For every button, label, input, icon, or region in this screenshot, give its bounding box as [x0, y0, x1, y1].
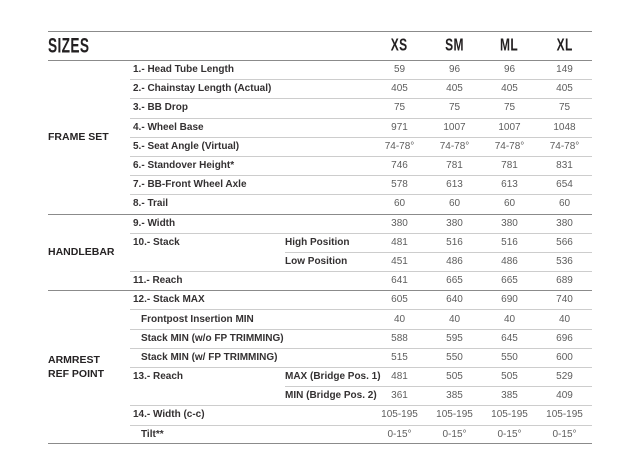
value-cell-sm: 405 [446, 83, 463, 95]
value-cell-xs: 641 [391, 275, 408, 287]
value-cell-sm: 516 [446, 236, 463, 248]
value-cell-xs: 971 [391, 121, 408, 133]
table-row [130, 156, 592, 175]
value-cell-xs: 74-78° [384, 140, 415, 152]
value-cell-sm: 505 [446, 371, 463, 383]
row-label: 6.- Standover Height* [133, 160, 235, 172]
value-cell-xs: 605 [391, 294, 408, 306]
value-cell-ml: 550 [501, 351, 518, 363]
row-label: Frontpost Insertion MIN [141, 313, 254, 325]
value-cell-ml: 665 [501, 275, 518, 287]
column-header-xs: XS [391, 36, 408, 55]
row-divider [48, 214, 592, 215]
value-cell-xs: 515 [391, 351, 408, 363]
table-row [130, 386, 592, 405]
row-label: 12.- Stack MAX [133, 294, 205, 306]
row-sublabel: MAX (Bridge Pos. 1) [285, 371, 381, 383]
row-divider [285, 386, 592, 387]
value-cell-xl: 654 [556, 179, 573, 191]
row-divider [130, 156, 592, 157]
table-header [48, 32, 592, 60]
row-label: 2.- Chainstay Length (Actual) [133, 83, 272, 95]
value-cell-xs: 481 [391, 371, 408, 383]
value-cell-xl: 600 [556, 351, 573, 363]
table-title-text: SIZES [48, 34, 90, 58]
value-cell-ml: 505 [501, 371, 518, 383]
table-row [130, 194, 592, 213]
value-cell-xl: 0-15° [552, 428, 577, 440]
value-cell-sm: 40 [448, 313, 461, 325]
value-cell-xl: 1048 [553, 121, 576, 133]
table-row [130, 271, 592, 290]
table-row [130, 79, 592, 98]
row-label: Tilt** [141, 428, 164, 440]
value-cell-sm: 74-78° [439, 140, 470, 152]
row-divider [285, 252, 592, 253]
value-cell-xs: 405 [391, 83, 408, 95]
row-label: 14.- Width (c-c) [133, 409, 205, 421]
value-cell-xl: 105-195 [546, 409, 583, 421]
value-cell-sm: 105-195 [436, 409, 473, 421]
row-divider [130, 271, 592, 272]
table-row [130, 175, 592, 194]
table-row [130, 233, 592, 252]
value-cell-sm: 781 [446, 160, 463, 172]
value-cell-ml: 516 [501, 236, 518, 248]
value-cell-sm: 96 [448, 64, 461, 76]
row-label: 5.- Seat Angle (Virtual) [133, 140, 240, 152]
value-cell-xl: 380 [556, 217, 573, 229]
value-cell-sm: 486 [446, 255, 463, 267]
column-header-xl: XL [556, 36, 573, 55]
value-cell-xl: 75 [558, 102, 571, 114]
value-cell-ml: 74-78° [494, 140, 525, 152]
table-row [130, 98, 592, 117]
table-rows [130, 60, 592, 444]
value-cell-xs: 59 [393, 64, 406, 76]
value-cell-ml: 781 [501, 160, 518, 172]
row-divider [130, 137, 592, 138]
value-cell-xl: 409 [556, 390, 573, 402]
table-row [130, 329, 592, 348]
row-divider [130, 367, 592, 368]
value-cell-xl: 149 [556, 64, 573, 76]
value-cell-sm: 385 [446, 390, 463, 402]
table-row [130, 137, 592, 156]
value-cell-ml: 385 [501, 390, 518, 402]
value-cell-xl: 405 [556, 83, 573, 95]
row-divider [130, 329, 592, 330]
value-cell-xs: 451 [391, 255, 408, 267]
value-cell-sm: 665 [446, 275, 463, 287]
row-label: Stack MIN (w/ FP TRIMMING) [141, 351, 278, 363]
value-cell-xs: 380 [391, 217, 408, 229]
table-body [48, 60, 592, 444]
value-cell-xs: 578 [391, 179, 408, 191]
value-cell-sm: 613 [446, 179, 463, 191]
row-divider [130, 98, 592, 99]
value-cell-xl: 696 [556, 332, 573, 344]
column-headers [372, 32, 592, 60]
value-cell-xs: 105-195 [381, 409, 418, 421]
table-bottom-rule [48, 443, 592, 444]
row-divider [130, 405, 592, 406]
value-cell-xs: 60 [393, 198, 406, 210]
value-cell-xl: 740 [556, 294, 573, 306]
value-cell-xl: 536 [556, 255, 573, 267]
row-label: 9.- Width [133, 217, 176, 229]
row-label: 1.- Head Tube Length [133, 64, 234, 76]
row-divider [48, 60, 592, 61]
value-cell-ml: 40 [503, 313, 516, 325]
row-label: 4.- Wheel Base [133, 121, 204, 133]
value-cell-sm: 595 [446, 332, 463, 344]
value-cell-xs: 481 [391, 236, 408, 248]
value-cell-xl: 529 [556, 371, 573, 383]
table-row [130, 290, 592, 309]
value-cell-ml: 96 [503, 64, 516, 76]
table-row [130, 309, 592, 328]
value-cell-xl: 60 [558, 198, 571, 210]
value-cell-sm: 550 [446, 351, 463, 363]
row-divider [130, 233, 592, 234]
value-cell-xs: 75 [393, 102, 406, 114]
row-label: 8.- Trail [133, 198, 169, 210]
row-divider [130, 348, 592, 349]
row-label: 7.- BB-Front Wheel Axle [133, 179, 247, 191]
value-cell-xl: 40 [558, 313, 571, 325]
value-cell-ml: 645 [501, 332, 518, 344]
row-divider [130, 118, 592, 119]
value-cell-xl: 566 [556, 236, 573, 248]
table-row [130, 405, 592, 424]
row-label: 11.- Reach [133, 275, 183, 287]
row-sublabel: MIN (Bridge Pos. 2) [285, 390, 377, 402]
row-divider [48, 290, 592, 291]
value-cell-sm: 60 [448, 198, 461, 210]
row-divider [130, 309, 592, 310]
value-cell-ml: 75 [503, 102, 516, 114]
value-cell-ml: 486 [501, 255, 518, 267]
column-header-ml: ML [500, 36, 519, 55]
row-divider [130, 79, 592, 80]
value-cell-ml: 405 [501, 83, 518, 95]
row-divider [130, 175, 592, 176]
value-cell-xs: 40 [393, 313, 406, 325]
row-label: 13.- Reach [133, 371, 184, 383]
row-label: 3.- BB Drop [133, 102, 188, 114]
value-cell-sm: 380 [446, 217, 463, 229]
value-cell-ml: 60 [503, 198, 516, 210]
value-cell-ml: 1007 [498, 121, 521, 133]
row-sublabel: High Position [285, 236, 350, 248]
value-cell-ml: 613 [501, 179, 518, 191]
value-cell-sm: 75 [448, 102, 461, 114]
value-cell-ml: 105-195 [491, 409, 528, 421]
value-cell-ml: 380 [501, 217, 518, 229]
value-cell-ml: 0-15° [497, 428, 522, 440]
row-divider [130, 425, 592, 426]
row-label: Stack MIN (w/o FP TRIMMING) [141, 332, 284, 344]
value-cell-sm: 1007 [443, 121, 466, 133]
table-row [130, 348, 592, 367]
page-title [48, 36, 105, 58]
column-header-sm: SM [445, 36, 464, 55]
sizes-table [48, 31, 592, 444]
value-cell-xs: 0-15° [387, 428, 412, 440]
value-cell-xs: 588 [391, 332, 408, 344]
value-cell-xl: 831 [556, 160, 573, 172]
section-label-frame-set: FRAME SET [48, 130, 109, 143]
row-label: 10.- Stack [133, 236, 180, 248]
value-cell-xs: 746 [391, 160, 408, 172]
table-row [130, 214, 592, 233]
section-label-handlebar: HANDLEBAR [48, 245, 115, 258]
table-row [130, 60, 592, 79]
row-sublabel: Low Position [285, 255, 348, 267]
value-cell-sm: 640 [446, 294, 463, 306]
table-row [130, 252, 592, 271]
value-cell-xl: 689 [556, 275, 573, 287]
section-label-armrest-ref-point: ARMREST REF POINT [48, 354, 105, 381]
value-cell-sm: 0-15° [442, 428, 467, 440]
table-row [130, 425, 592, 444]
row-divider [130, 194, 592, 195]
table-row [130, 118, 592, 137]
value-cell-xs: 361 [391, 390, 408, 402]
table-row [130, 367, 592, 386]
value-cell-xl: 74-78° [549, 140, 580, 152]
value-cell-ml: 690 [501, 294, 518, 306]
